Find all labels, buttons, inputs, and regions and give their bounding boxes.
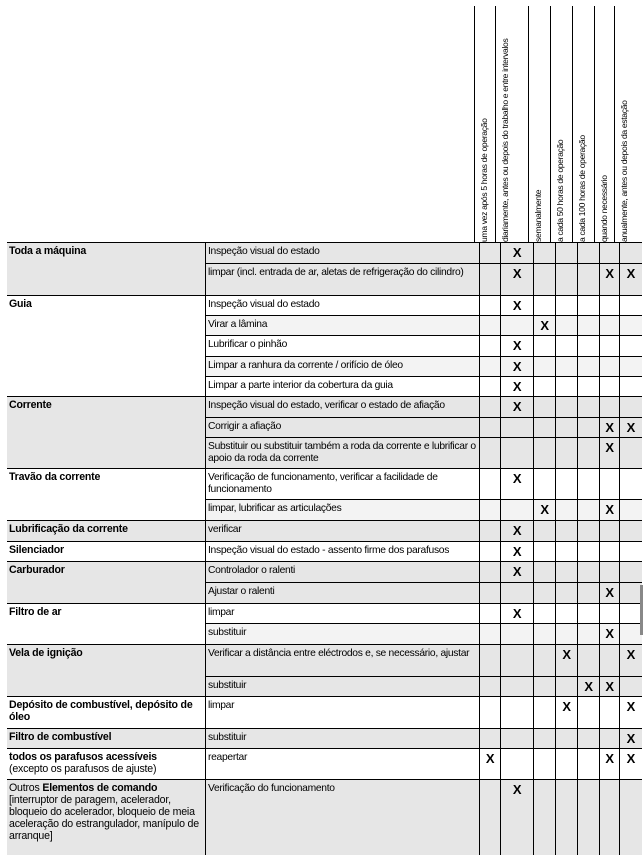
group-label-prefix: Outros — [9, 782, 43, 794]
schedule-cell — [620, 697, 642, 729]
group-label — [7, 243, 206, 296]
task-label: substituir — [206, 624, 480, 645]
schedule-cell — [556, 377, 578, 397]
schedule-cell — [620, 542, 642, 562]
schedule-cell — [480, 749, 501, 780]
schedule-cell — [534, 469, 556, 500]
group-name: Lubrificação da corrente — [9, 523, 128, 535]
schedule-cell — [556, 749, 578, 780]
group-name: Filtro de combustível — [9, 731, 112, 743]
check-mark: X — [626, 266, 635, 281]
schedule-cell — [556, 583, 578, 604]
schedule-cell — [620, 500, 642, 521]
schedule-cell — [620, 377, 642, 397]
schedule-cell — [620, 583, 642, 604]
table-row — [7, 729, 642, 749]
schedule-cell — [620, 418, 642, 438]
schedule-cell — [578, 469, 600, 500]
schedule-cell — [600, 500, 620, 521]
schedule-cell — [534, 377, 556, 397]
schedule-cell — [534, 316, 556, 336]
schedule-cell — [620, 521, 642, 542]
schedule-cell — [600, 749, 620, 780]
schedule-cell — [501, 645, 534, 677]
task-label: Lubrificar o pinhão — [206, 336, 480, 357]
check-mark: X — [626, 647, 635, 662]
check-mark: X — [605, 502, 614, 517]
schedule-cell — [534, 697, 556, 729]
schedule-cell — [600, 469, 620, 500]
check-mark: X — [512, 266, 522, 281]
schedule-cell — [480, 521, 501, 542]
task-label: reapertar — [206, 749, 480, 780]
schedule-cell — [578, 397, 600, 418]
check-mark: X — [605, 626, 614, 641]
group-label — [7, 780, 206, 855]
schedule-cell — [578, 500, 600, 521]
check-mark: X — [562, 699, 571, 714]
schedule-cell — [534, 500, 556, 521]
task-label: limpar, lubrificar as articulações — [206, 500, 480, 521]
check-mark: X — [540, 502, 549, 517]
schedule-cell — [620, 264, 642, 296]
schedule-cell — [534, 677, 556, 697]
schedule-cell — [578, 243, 600, 264]
schedule-cell — [556, 645, 578, 677]
schedule-cell — [600, 418, 620, 438]
task-label: Inspeção visual do estado - assento firme dos parafusos — [206, 542, 480, 562]
column-header-daily: diariamente, antes ou depois do trabalho e entre intervalos — [495, 6, 528, 242]
table-row — [7, 542, 642, 562]
schedule-cell — [501, 749, 534, 780]
schedule-cell — [578, 521, 600, 542]
schedule-cell — [480, 438, 501, 469]
schedule-cell — [556, 500, 578, 521]
schedule-cell — [501, 697, 534, 729]
schedule-cell — [620, 316, 642, 336]
check-mark: X — [512, 298, 522, 313]
table-row — [7, 243, 642, 264]
schedule-cell — [620, 780, 642, 855]
group-name: Toda a máquina — [9, 245, 87, 257]
schedule-cell — [556, 521, 578, 542]
schedule-cell — [534, 264, 556, 296]
schedule-cell — [480, 418, 501, 438]
group-label — [7, 604, 206, 645]
schedule-cell — [600, 357, 620, 377]
schedule-cell — [480, 500, 501, 521]
group-name: Depósito de combustível, depósito de óleo — [9, 699, 193, 723]
schedule-cell — [501, 357, 534, 377]
schedule-cell — [480, 624, 501, 645]
table-row — [7, 469, 642, 500]
schedule-cell — [534, 624, 556, 645]
schedule-cell — [480, 469, 501, 500]
schedule-cell — [578, 264, 600, 296]
schedule-cell — [534, 562, 556, 583]
schedule-cell — [556, 542, 578, 562]
task-label: Limpar a parte interior da cobertura da guia — [206, 377, 480, 397]
group-label — [7, 697, 206, 729]
schedule-cell — [501, 243, 534, 264]
schedule-cell — [600, 729, 620, 749]
schedule-cell — [556, 438, 578, 469]
check-mark: X — [512, 338, 522, 353]
schedule-cell — [600, 336, 620, 357]
schedule-cell — [578, 780, 600, 855]
schedule-cell — [534, 397, 556, 418]
schedule-cell — [534, 357, 556, 377]
schedule-cell — [501, 562, 534, 583]
schedule-cell — [501, 780, 534, 855]
column-header-once-after-5h: uma vez após 5 horas de operação — [474, 6, 495, 242]
group-name: Carburador — [9, 564, 65, 576]
group-label — [7, 749, 206, 780]
schedule-cell — [620, 397, 642, 418]
check-mark: X — [605, 585, 614, 600]
schedule-cell — [578, 604, 600, 624]
check-mark: X — [626, 731, 635, 746]
schedule-cell — [480, 296, 501, 316]
schedule-cell — [578, 542, 600, 562]
schedule-cell — [578, 438, 600, 469]
column-header-when-necessary: quando necessário — [594, 6, 614, 242]
schedule-cell — [620, 438, 642, 469]
schedule-cell — [556, 418, 578, 438]
task-label: Ajustar o ralenti — [206, 583, 480, 604]
schedule-cell — [501, 438, 534, 469]
task-label: Inspeção visual do estado — [206, 243, 480, 264]
check-mark: X — [512, 782, 522, 797]
group-name: Filtro de ar — [9, 606, 62, 618]
schedule-cell — [620, 624, 642, 645]
schedule-cell — [600, 697, 620, 729]
schedule-cell — [600, 542, 620, 562]
schedule-cell — [501, 316, 534, 336]
schedule-cell — [480, 562, 501, 583]
schedule-cell — [620, 243, 642, 264]
schedule-cell — [501, 583, 534, 604]
group-label — [7, 521, 206, 542]
schedule-cell — [556, 296, 578, 316]
task-label: Verificar a distância entre eléctrodos e, se necessário, ajustar — [206, 645, 480, 677]
task-label: limpar (incl. entrada de ar, aletas de refrigeração do cilindro) — [206, 264, 480, 296]
group-name: Guia — [9, 298, 32, 310]
group-label — [7, 469, 206, 521]
schedule-cell — [620, 677, 642, 697]
check-mark: X — [605, 420, 614, 435]
schedule-cell — [501, 624, 534, 645]
schedule-cell — [534, 243, 556, 264]
table-row — [7, 645, 642, 677]
schedule-cell — [501, 377, 534, 397]
schedule-cell — [534, 729, 556, 749]
schedule-cell — [480, 645, 501, 677]
check-mark: X — [485, 751, 495, 766]
schedule-cell — [578, 697, 600, 729]
schedule-cell — [480, 377, 501, 397]
schedule-cell — [578, 729, 600, 749]
schedule-cell — [556, 604, 578, 624]
check-mark: X — [562, 647, 571, 662]
check-mark: X — [605, 679, 614, 694]
schedule-cell — [578, 336, 600, 357]
schedule-cell — [480, 604, 501, 624]
task-label: limpar — [206, 697, 480, 729]
schedule-cell — [600, 562, 620, 583]
schedule-cell — [578, 316, 600, 336]
group-label — [7, 296, 206, 397]
schedule-cell — [600, 521, 620, 542]
schedule-cell — [501, 604, 534, 624]
check-mark: X — [605, 266, 614, 281]
schedule-cell — [534, 749, 556, 780]
schedule-cell — [620, 604, 642, 624]
task-label: Verificação de funcionamento, verificar a facilidade de funcionamento — [206, 469, 480, 500]
schedule-cell — [556, 469, 578, 500]
check-mark: X — [512, 359, 522, 374]
group-name: Silenciador — [9, 544, 64, 556]
schedule-cell — [578, 749, 600, 780]
schedule-cell — [480, 729, 501, 749]
schedule-cell — [600, 264, 620, 296]
check-mark: X — [605, 751, 614, 766]
table-row — [7, 780, 642, 855]
check-mark: X — [512, 399, 522, 414]
task-label: Verificação do funcionamento — [206, 780, 480, 855]
maintenance-table — [7, 242, 642, 855]
group-name: Elementos de comando — [42, 782, 158, 794]
check-mark: X — [512, 564, 522, 579]
schedule-cell — [600, 397, 620, 418]
table-row — [7, 697, 642, 729]
schedule-cell — [620, 469, 642, 500]
schedule-cell — [600, 243, 620, 264]
schedule-cell — [620, 645, 642, 677]
schedule-cell — [600, 624, 620, 645]
schedule-cell — [534, 645, 556, 677]
schedule-cell — [556, 243, 578, 264]
task-label: substituir — [206, 677, 480, 697]
schedule-cell — [556, 624, 578, 645]
table-row — [7, 397, 642, 418]
group-name: Vela de ignição — [9, 647, 83, 659]
table-row — [7, 749, 642, 780]
check-mark: X — [584, 679, 593, 694]
schedule-cell — [556, 316, 578, 336]
schedule-cell — [480, 397, 501, 418]
schedule-cell — [480, 780, 501, 855]
schedule-cell — [534, 336, 556, 357]
schedule-cell — [578, 296, 600, 316]
task-label: Limpar a ranhura da corrente / orifício de óleo — [206, 357, 480, 377]
schedule-cell — [556, 697, 578, 729]
schedule-cell — [534, 780, 556, 855]
schedule-cell — [556, 397, 578, 418]
schedule-cell — [534, 438, 556, 469]
schedule-cell — [480, 677, 501, 697]
schedule-cell — [556, 357, 578, 377]
schedule-cell — [620, 357, 642, 377]
schedule-cell — [556, 264, 578, 296]
table-row — [7, 296, 642, 316]
check-mark: X — [512, 471, 522, 486]
schedule-cell — [600, 316, 620, 336]
task-label: Virar a lâmina — [206, 316, 480, 336]
check-mark: X — [540, 318, 549, 333]
group-label — [7, 729, 206, 749]
schedule-cell — [501, 677, 534, 697]
schedule-cell — [578, 677, 600, 697]
schedule-cell — [578, 645, 600, 677]
schedule-cell — [501, 542, 534, 562]
schedule-cell — [534, 418, 556, 438]
schedule-cell — [501, 729, 534, 749]
schedule-cell — [556, 677, 578, 697]
schedule-cell — [501, 469, 534, 500]
schedule-cell — [620, 749, 642, 780]
schedule-cell — [501, 397, 534, 418]
group-note: (excepto os parafusos de ajuste) — [9, 763, 157, 775]
schedule-cell — [620, 562, 642, 583]
schedule-cell — [620, 336, 642, 357]
group-note: [interruptor de paragem, acelerador, bloqueio do acelerador, bloqueio de meia aceleração do estrangulador, manípulo de arranque] — [9, 794, 199, 842]
schedule-cell — [620, 296, 642, 316]
schedule-cell — [480, 336, 501, 357]
task-label: verificar — [206, 521, 480, 542]
column-header-every-50h: a cada 50 horas de operação — [550, 6, 572, 242]
schedule-cell — [556, 729, 578, 749]
schedule-cell — [578, 418, 600, 438]
schedule-cell — [578, 624, 600, 645]
column-header-every-100h: a cada 100 horas de operação — [572, 6, 594, 242]
task-label: substituir — [206, 729, 480, 749]
schedule-cell — [600, 604, 620, 624]
schedule-cell — [480, 697, 501, 729]
column-header-weekly: semanalmente — [528, 6, 550, 242]
group-label — [7, 542, 206, 562]
schedule-cell — [534, 521, 556, 542]
schedule-cell — [578, 583, 600, 604]
check-mark: X — [512, 544, 522, 559]
schedule-cell — [600, 583, 620, 604]
schedule-cell — [534, 296, 556, 316]
schedule-cell — [534, 583, 556, 604]
schedule-cell — [620, 729, 642, 749]
schedule-cell — [578, 357, 600, 377]
task-label: Inspeção visual do estado, verificar o estado de afiação — [206, 397, 480, 418]
table-row — [7, 521, 642, 542]
schedule-cell — [480, 583, 501, 604]
schedule-cell — [480, 542, 501, 562]
check-mark: X — [626, 420, 635, 435]
schedule-cell — [556, 562, 578, 583]
group-label — [7, 397, 206, 469]
schedule-cell — [578, 377, 600, 397]
schedule-cell — [534, 604, 556, 624]
schedule-cell — [501, 296, 534, 316]
check-mark: X — [512, 523, 522, 538]
column-header — [0, 0, 643, 242]
check-mark: X — [626, 751, 635, 766]
group-label — [7, 562, 206, 604]
schedule-cell — [600, 780, 620, 855]
group-name: todos os parafusos acessíveis — [9, 751, 157, 763]
table-row — [7, 604, 642, 624]
task-label: limpar — [206, 604, 480, 624]
schedule-cell — [556, 780, 578, 855]
task-label: Controlador o ralenti — [206, 562, 480, 583]
column-header-yearly: anualmente, antes ou depois da estação — [614, 6, 636, 242]
schedule-cell — [578, 562, 600, 583]
check-mark: X — [512, 606, 522, 621]
task-label: Corrigir a afiação — [206, 418, 480, 438]
schedule-cell — [480, 316, 501, 336]
check-mark: X — [605, 440, 614, 455]
group-label — [7, 645, 206, 697]
schedule-cell — [480, 243, 501, 264]
task-label: Inspeção visual do estado — [206, 296, 480, 316]
schedule-cell — [556, 336, 578, 357]
schedule-cell — [600, 645, 620, 677]
schedule-cell — [501, 418, 534, 438]
schedule-cell — [501, 500, 534, 521]
schedule-cell — [501, 264, 534, 296]
group-name: Corrente — [9, 399, 52, 411]
check-mark: X — [626, 699, 635, 714]
task-label: Substituir ou substituir também a roda da corrente e lubrificar o apoio da roda da corrente — [206, 438, 480, 469]
schedule-cell — [600, 377, 620, 397]
schedule-cell — [501, 336, 534, 357]
schedule-cell — [501, 521, 534, 542]
schedule-cell — [534, 542, 556, 562]
check-mark: X — [512, 245, 522, 260]
group-name: Travão da corrente — [9, 471, 101, 483]
schedule-cell — [600, 677, 620, 697]
schedule-cell — [480, 264, 501, 296]
table-row — [7, 562, 642, 583]
check-mark: X — [512, 379, 522, 394]
schedule-cell — [480, 357, 501, 377]
schedule-cell — [600, 296, 620, 316]
schedule-cell — [600, 438, 620, 469]
